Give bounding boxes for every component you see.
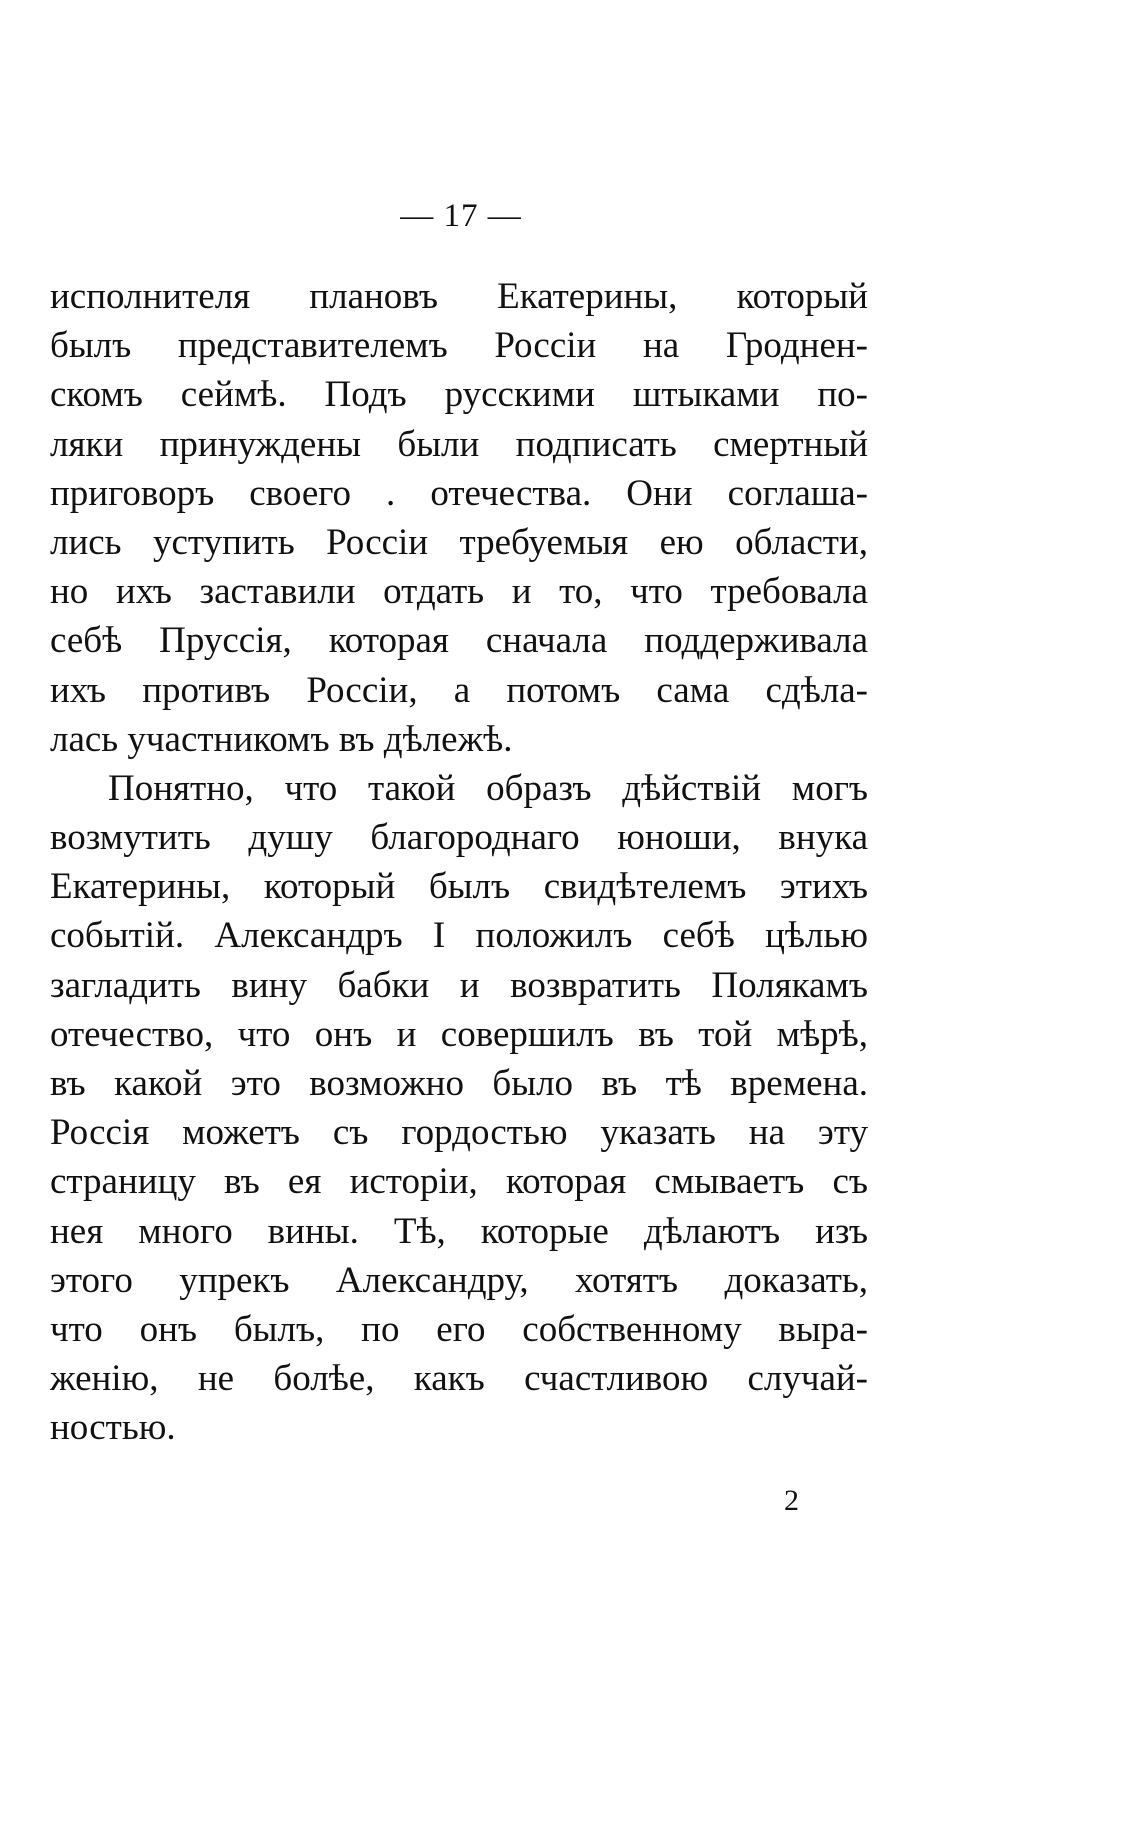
text-line: въ какой это возможно было въ тѣ времена. [50, 1063, 868, 1104]
text-line: женію, не болѣе, какъ счастливою случай- [50, 1358, 868, 1400]
text-line: лись уступить Россіи требуемыя ею области, [50, 521, 868, 563]
running-head-page-number: — 17 — [400, 198, 522, 234]
text-line: что онъ былъ, по его собственному выра- [50, 1308, 868, 1350]
paragraph-2 [50, 764, 868, 1453]
text-line: ностью. [50, 1407, 176, 1449]
text-line: Понятно, что такой образъ дѣйствій могъ [108, 767, 868, 809]
text-line: былъ представителемъ Россіи на Гроднен- [50, 325, 868, 367]
text-line: себѣ Пруссія, которая сначала поддерживала [50, 620, 868, 662]
text-line: приговоръ своего . отечества. Они соглаша- [50, 472, 868, 514]
paragraph-1 [50, 272, 868, 764]
text-line: лась участникомъ въ дѣлежѣ. [50, 718, 513, 760]
text-line: этого упрекъ Александру, хотятъ доказать, [50, 1259, 868, 1301]
body-text [50, 272, 868, 1453]
text-line: но ихъ заставили отдать и то, что требовала [50, 571, 868, 613]
text-line: нея много вины. Тѣ, которые дѣлаютъ изъ [50, 1210, 868, 1252]
text-line: Россія можетъ съ гордостью указать на эту [50, 1112, 868, 1154]
text-line: исполнителя плановъ Екатерины, который [50, 276, 868, 317]
text-line: скомъ сеймѣ. Подъ русскими штыками по- [50, 374, 868, 416]
signature-mark: 2 [784, 1484, 799, 1517]
text-line: возмутить душу благороднаго юноши, внука [50, 817, 868, 859]
text-line: отечество, что онъ и совершилъ въ той мѣрѣ, [50, 1013, 868, 1055]
text-line: Екатерины, который былъ свидѣтелемъ этихъ [50, 866, 868, 908]
text-line: ляки принуждены были подписать смертный [50, 423, 868, 465]
text-line: загладить вину бабки и возвратить Полякамъ [50, 964, 868, 1006]
text-line: страницу въ ея исторіи, которая смываетъ съ [50, 1161, 868, 1203]
text-line: событій. Александръ I положилъ себѣ цѣлью [50, 915, 868, 957]
text-line: ихъ противъ Россіи, а потомъ сама сдѣла- [50, 669, 868, 711]
